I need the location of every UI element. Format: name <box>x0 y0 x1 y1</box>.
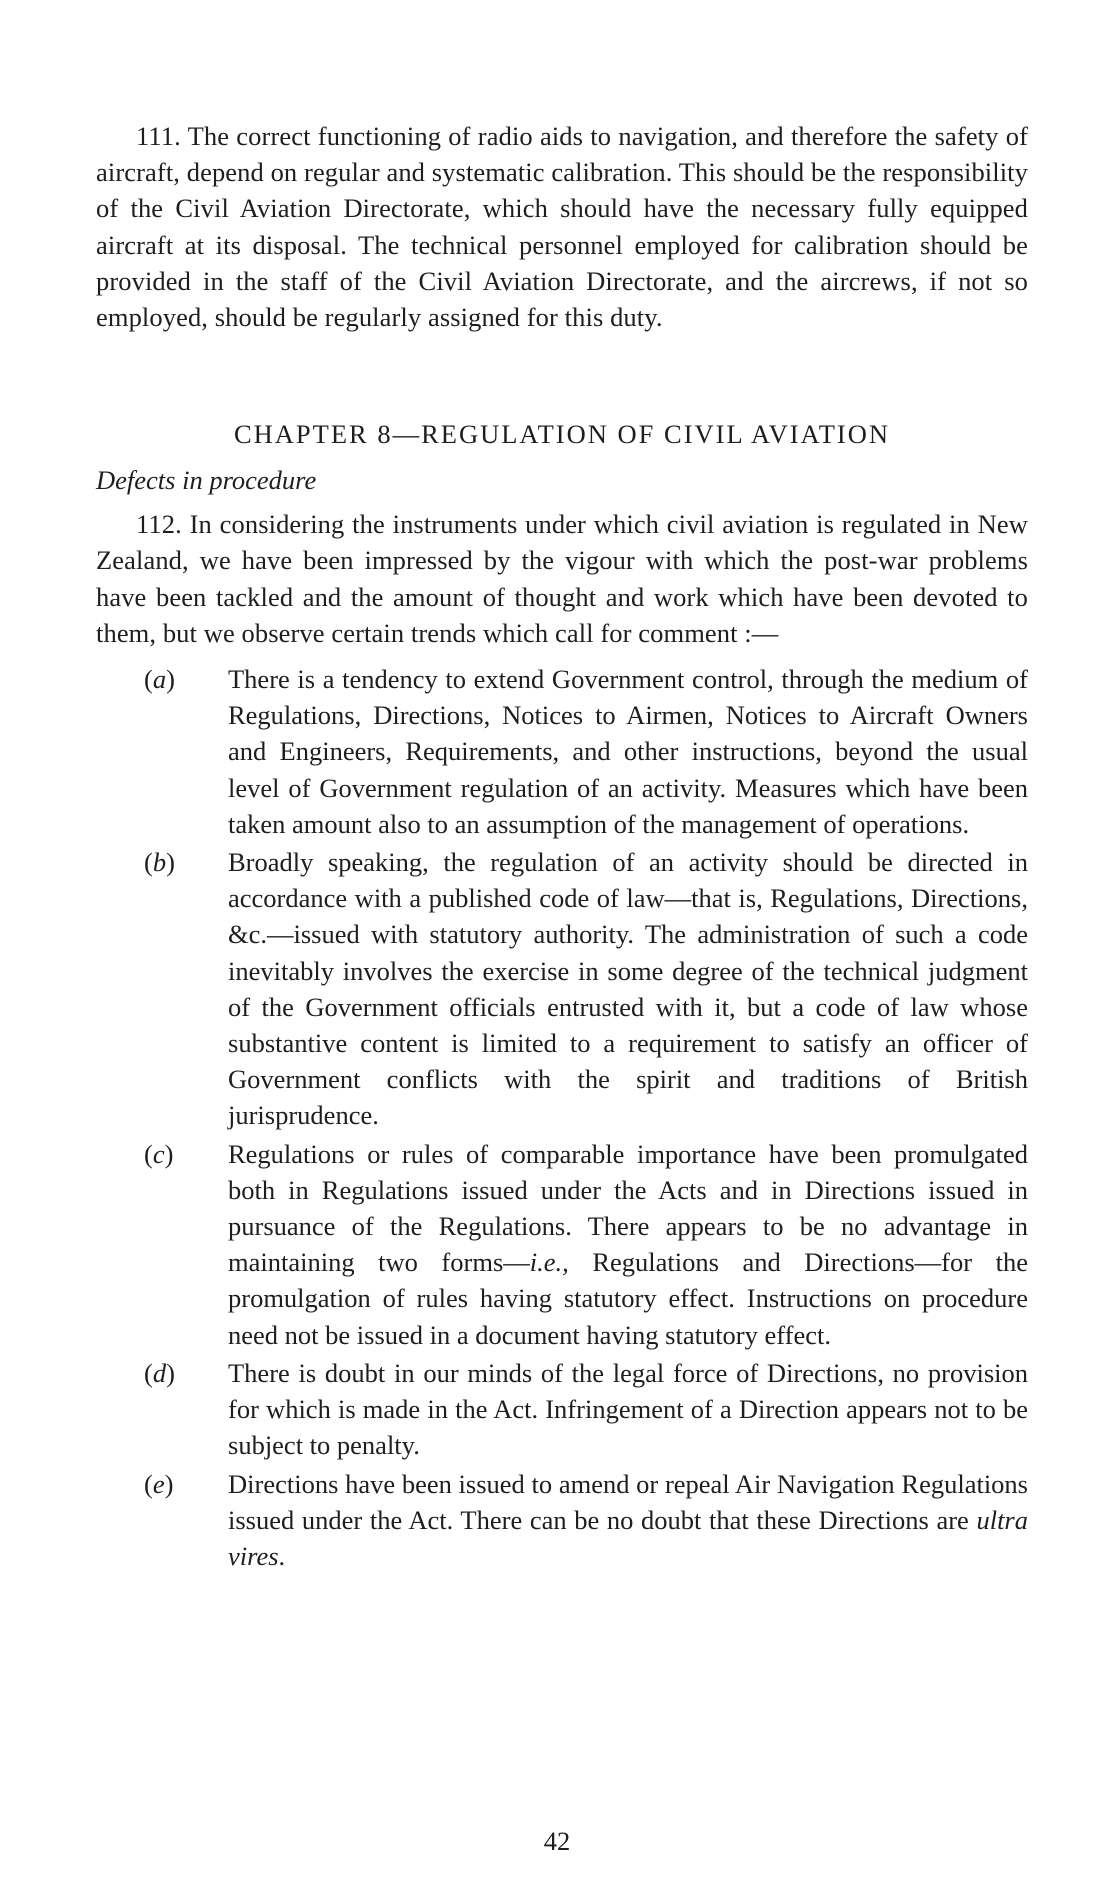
item-text: Broadly speaking, the regulation of an activity should be directed in accordance with a published code of law—that is, Regulations, Directions, &c.—issued with statutory authority. The administration of such a code inevitably involves the exercise in some degree of the technical judgment of the Government officials entrusted with it, but a code of law whose substantive content is limited to a requirement to satisfy an officer of Government conflicts with the spirit and traditions of British jurisprudence. <box>228 847 1028 1131</box>
section-subheading: Defects in procedure <box>96 465 317 496</box>
item-label: (a) <box>144 664 175 695</box>
chapter-title: CHAPTER 8—REGULATION OF CIVIL AVIATION <box>233 419 891 450</box>
list-item-e <box>96 1466 1028 1575</box>
page-body <box>96 118 1028 1576</box>
list-item-c <box>96 1136 1028 1353</box>
list-item-b <box>96 844 1028 1134</box>
item-label: (c) <box>144 1138 174 1169</box>
page-number: 42 <box>543 1826 571 1856</box>
item-text: Directions have been issued to amend or repeal Air Navigation Regulations issued under the Act. There can be no doubt that these Directions are ultra vires. <box>228 1468 1028 1571</box>
item-label: (d) <box>144 1357 175 1388</box>
list-item-a <box>96 661 1028 842</box>
item-label: (b) <box>144 847 175 878</box>
paragraph-number: 112. <box>136 509 182 540</box>
paragraph-111 <box>96 118 1028 335</box>
item-text: Regulations or rules of comparable importance have been promulgated both in Regulations issued under the Acts and in Directions issued in pursuance of the Regulations. There appears to be no advantage in maintaining two forms—i.e., Regulations and Directions—for the promulgation of rules having statutory effect. Instructions on procedure need not be issued in a document having statutory effect. <box>228 1138 1028 1350</box>
item-label: (e) <box>144 1468 174 1499</box>
paragraph-text: In considering the instruments under which civil aviation is regulated in New Zealand, we have been impressed by the vigour with which the post-war problems have been tackled and the amount of thought and work which have been devoted to them, but we observe certain trends which call for comment :— <box>96 509 1028 648</box>
list-item-d <box>96 1355 1028 1464</box>
item-text: There is doubt in our minds of the legal force of Directions, no provision for which is made in the Act. Infringement of a Direction appears not to be subject to penalty. <box>228 1357 1028 1461</box>
item-text: There is a tendency to extend Government control, through the medium of Regulations, Directions, Notices to Airmen, Notices to Aircraft Owners and Engineers, Requirements, and other instructions, beyond the usual level of Government regulation of an activity. Measures which have been taken amount also to an assumption of the management of operations. <box>228 664 1028 839</box>
item-list <box>96 661 1028 1574</box>
paragraph-text: The correct functioning of radio aids to navigation, and therefore the safety of aircraft, depend on regular and systematic calibration. This should be the responsibility of the Civil Aviation Directorate, which should have the necessary fully equipped aircraft at its disposal. The technical personnel employed for calibration should be provided in the staff of the Civil Aviation Directorate, and the aircrews, if not so employed, should be regularly assigned for this duty. <box>96 121 1029 333</box>
paragraph-112 <box>96 506 1028 651</box>
paragraph-number: 111. <box>136 121 181 151</box>
